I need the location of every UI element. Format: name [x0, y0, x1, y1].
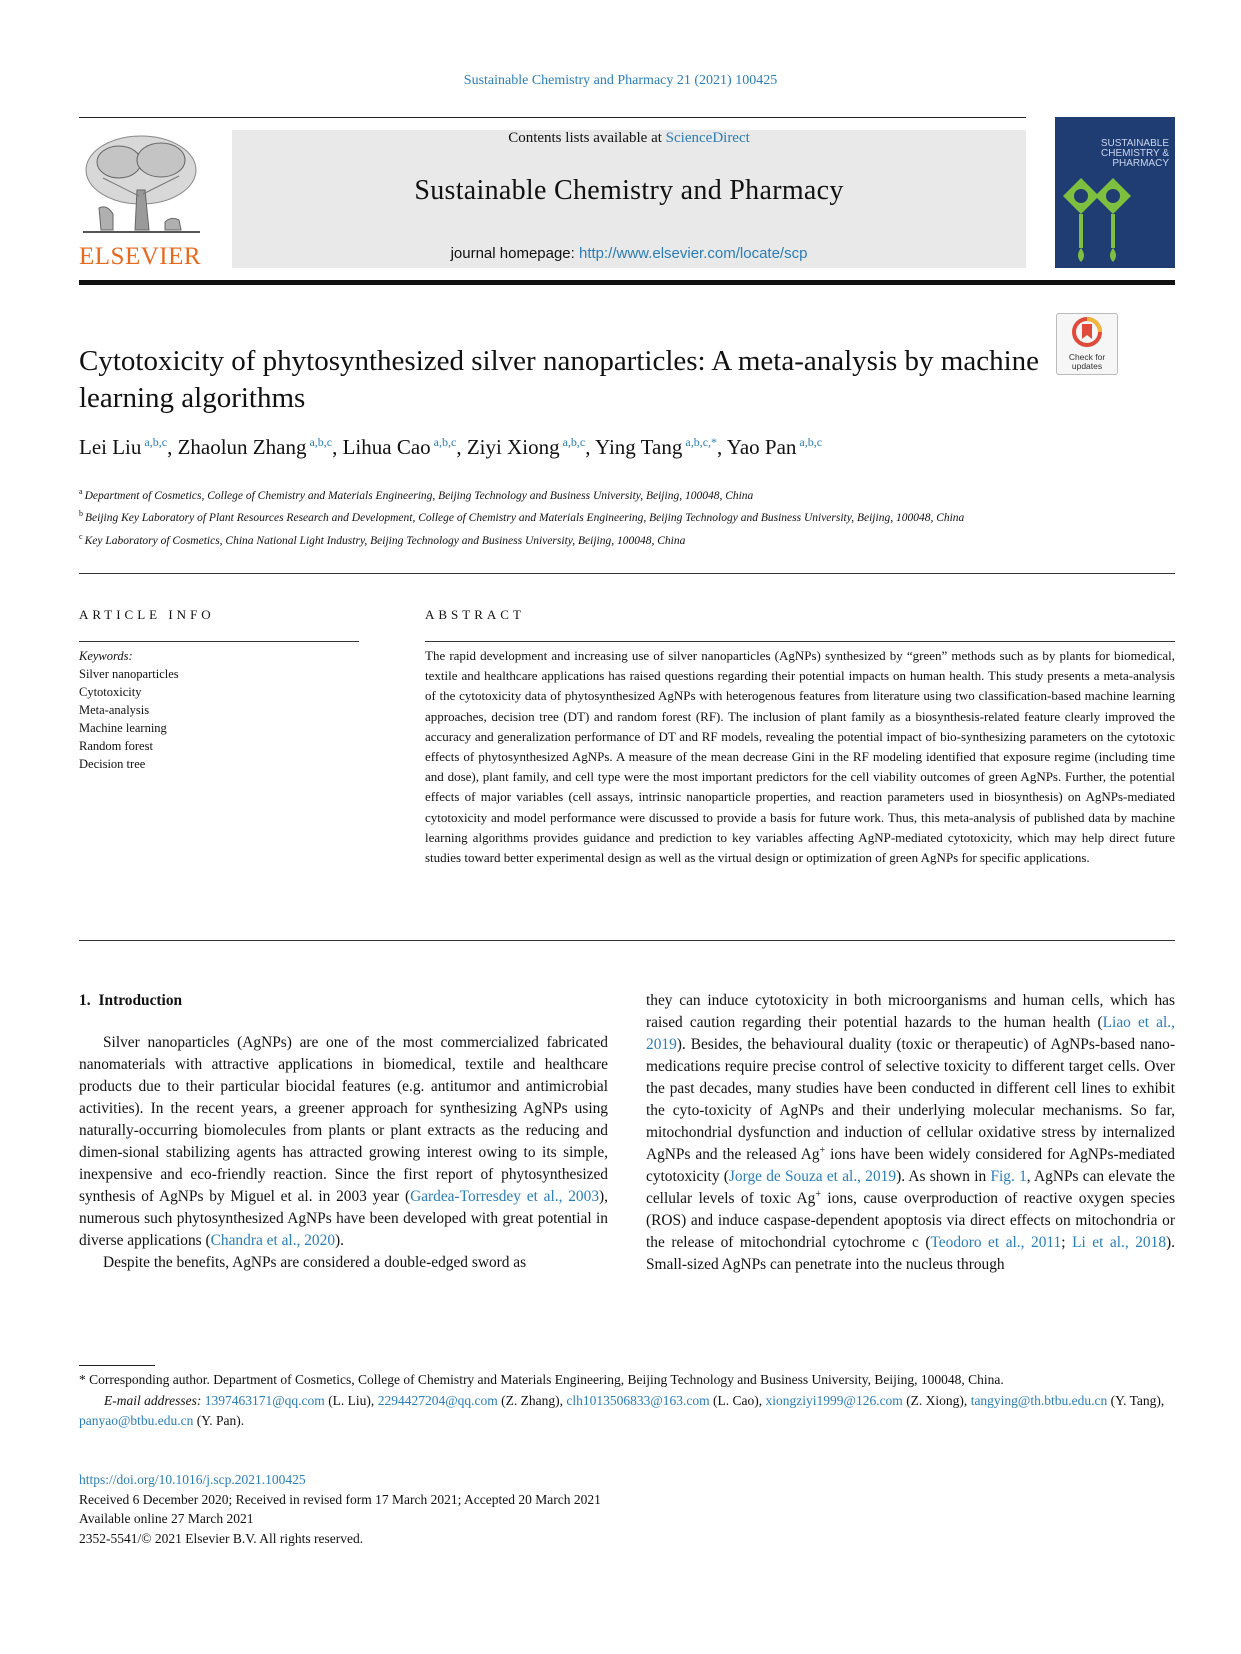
abstract-end-rule [79, 940, 1175, 941]
author-separator: , [456, 435, 467, 459]
affiliation-mark: a [79, 487, 83, 496]
online-date: Available online 27 March 2021 [79, 1511, 254, 1526]
intro-paragraph-2 [79, 1252, 608, 1274]
publication-info [79, 1470, 979, 1548]
journal-cover[interactable] [1055, 117, 1175, 268]
citation-link[interactable]: Chandra et al., 2020 [210, 1232, 336, 1249]
cover-title: SUSTAINABLE CHEMISTRY & PHARMACY [1100, 138, 1169, 169]
check-for-updates-badge[interactable] [1056, 313, 1118, 375]
figure-link[interactable]: Fig. 1 [990, 1168, 1027, 1185]
affiliation-item [79, 528, 1079, 550]
paragraph-text: ; [1061, 1234, 1073, 1251]
email-link[interactable]: tangying@th.btbu.edu.cn [970, 1392, 1108, 1408]
author-separator: , [167, 435, 178, 459]
email-link[interactable]: 1397463171@qq.com [204, 1392, 325, 1408]
cover-leaf-icon [1059, 172, 1139, 264]
author-name[interactable]: Yao Pan [726, 435, 797, 459]
author-name[interactable]: Ying Tang [594, 435, 683, 459]
footnotes [79, 1370, 1175, 1432]
email-owner: (Y. Pan). [193, 1413, 245, 1428]
paragraph-text: Despite the benefits, AgNPs are considered a double-edged sword as [103, 1254, 527, 1271]
paragraph-text: ). [335, 1232, 344, 1249]
body-left-column [79, 990, 608, 1274]
citation-link[interactable]: Jorge de Souza et al., 2019 [728, 1168, 897, 1185]
contents-line [232, 130, 1026, 147]
bookmark-badge-icon [1072, 317, 1102, 347]
keyword-item: Cytotoxicity [79, 685, 142, 699]
affiliation-text: Key Laboratory of Cosmetics, China National Light Industry, Beijing Technology and Business University, Beijing, 100048, China [84, 534, 686, 547]
check-label-line2: updates [1071, 361, 1103, 371]
sciencedirect-link[interactable]: ScienceDirect [665, 130, 750, 146]
affiliation-item [79, 505, 1079, 527]
keyword-item: Random forest [79, 739, 153, 753]
paragraph-text: , AgNPs can elevate the cellular levels of toxic Ag [646, 1168, 1176, 1207]
author-name[interactable]: Ziyi Xiong [466, 435, 560, 459]
abstract-heading: ABSTRACT [425, 607, 525, 622]
header-divider [79, 573, 1175, 574]
paragraph-text: ions have been widely considered for AgNPs-mediated cytotoxicity ( [646, 1146, 1175, 1185]
paragraph-text: ). Besides, the behavioural duality (toxic or therapeutic) of AgNPs-based nano-medications require precise control of selective toxicity to different target cells. Over the past decades, many studies have been conducted in different cell lines to exhibit the cyto-toxicity of AgNPs and their underlying molecular mechanisms. So far, mitochondrial dysfunction and induction of cellular oxidative stress by internalized AgNPs and the released Ag [646, 1036, 1175, 1163]
email-addresses [79, 1391, 1175, 1432]
affiliation-text: Beijing Key Laboratory of Plant Resources Research and Development, College of Chemistry and Materials Engineering, Beijing Technology and Business University, Beijing, 100048, China [85, 512, 965, 525]
paragraph-text: they can induce cytotoxicity in both microorganisms and human cells, which has raised caution regarding their potential hazards to the human health ( [646, 992, 1175, 1031]
received-dates: Received 6 December 2020; Received in revised form 17 March 2021; Accepted 20 March 2021 [79, 1491, 601, 1507]
header-rule [79, 117, 1026, 118]
elsevier-wordmark: ELSEVIER [79, 243, 202, 270]
author-affil-marks[interactable]: a,b,c [799, 435, 823, 449]
email-owner: (L. Liu), [324, 1392, 378, 1408]
intro-paragraph-2-cont [646, 990, 1175, 1276]
email-link[interactable]: panyao@btbu.edu.cn [79, 1413, 194, 1428]
author-name[interactable]: Lei Liu [79, 435, 142, 459]
author-name[interactable]: Zhaolun Zhang [177, 435, 307, 459]
copyright-line: 2352-5541/© 2021 Elsevier B.V. All rights reserved. [79, 1530, 364, 1546]
citation-link[interactable]: Li et al., 2018 [1072, 1234, 1167, 1251]
author-affil-marks[interactable]: a,b,c [562, 435, 586, 449]
doi-link[interactable]: https://doi.org/10.1016/j.scp.2021.100425 [79, 1472, 306, 1487]
publisher-logo[interactable] [79, 130, 204, 270]
footnote-rule [79, 1365, 155, 1366]
affiliation-mark: c [79, 531, 83, 541]
paragraph-text: Silver nanoparticles (AgNPs) are one of the most commercialized fabricated nanomaterials with attractive applications in biomedical, textile and healthcare products due to their particular biocidal features (e.g. antitumor and antimicrobial activities). In the recent years, a greener approach for synthesizing AgNPs using naturally-occurring biomolecules from plants or plant extracts as the reducing and dimen-sional stabilizing agents has attracted growing interest owing to its simple, inexpensive and eco-friendly reaction. Since the first report of phytosynthesized synthesis of AgNPs by Miguel et al. in 2003 year ( [79, 1034, 608, 1205]
body-right-column [646, 990, 1175, 1276]
intro-paragraph-1 [79, 1032, 608, 1252]
journal-title: Sustainable Chemistry and Pharmacy [414, 175, 844, 206]
keyword-item: Silver nanoparticles [79, 667, 179, 681]
email-link[interactable]: clh1013506833@163.com [566, 1392, 710, 1408]
citation-link[interactable]: Gardea-Torresdey et al., 2003 [410, 1188, 600, 1205]
corresponding-author-note: * Corresponding author. Department of Cosmetics, College of Chemistry and Materials Engineering, Beijing Technology and Business University, Beijing, 100048, China. [79, 1372, 1004, 1387]
email-label: E-mail addresses: [104, 1392, 202, 1408]
author-affil-marks[interactable]: a,b,c [144, 435, 168, 449]
abstract-text: The rapid development and increasing use of silver nanoparticles (AgNPs) synthesized by “green” methods such as by plants for biomedical, textile and healthcare applications has raised questions regarding their potential impacts on human health. This study presents a meta-analysis of the cytotoxicity data of phytosynthesized AgNPs with heterogenous features from literature using two classification-based machine learning approaches, decision tree (DT) and random forest (RF). The inclusion of plant family as a biosynthesis-related feature clearly improved the accuracy and generalization performance of DT and RF models, revealing the potential impact of bio-synthesizing parameters on the cytotoxic effects of phytosynthesized AgNPs. A measure of the mean decrease Gini in the RF modeling identified that exposure regime (including time and dose), plant family, and cell type were the most important predictors for the cell viability outcomes of green AgNPs. Further, the potential effects of major variables (cell assays, intrinsic nanoparticle properties, and reaction parameters used in biosynthesis) on AgNPs-mediated cytotoxicity and model performance were discussed to provide a basis for future work. Thus, this meta-analysis of published data by machine learning algorithms provides guidance and prediction to key variables affecting AgNP-mediated cytotoxicity, which may help direct future studies toward better experimental design as well as the virtual design or optimization of green AgNPs for specific applications. [425, 648, 1175, 866]
author-affil-marks[interactable]: a,b,c [433, 435, 457, 449]
email-link[interactable]: xiongziyi1999@126.com [765, 1392, 903, 1408]
elsevier-tree-icon [79, 130, 204, 240]
email-link[interactable]: 2294427204@qq.com [377, 1392, 498, 1408]
contents-prefix: Contents lists available at [508, 130, 666, 146]
abstract-rule [425, 641, 1175, 642]
email-owner: (Z. Xiong), [902, 1392, 971, 1408]
paragraph-text: ). Small-sized AgNPs can penetrate into the nucleus through [646, 1234, 1176, 1273]
section-title: Introduction [98, 992, 183, 1009]
keyword-item: Machine learning [79, 721, 167, 735]
journal-masthead [232, 130, 1026, 268]
article-title: Cytotoxicity of phytosynthesized silver nanoparticles: A meta-analysis by machine learning algorithms [79, 345, 1040, 414]
homepage-prefix: journal homepage: [450, 245, 579, 262]
keywords-label: Keywords: [79, 649, 133, 663]
section-heading [79, 990, 608, 1012]
article-info-rule [79, 641, 359, 642]
author-name[interactable]: Lihua Cao [342, 435, 431, 459]
email-owner: (Z. Zhang), [497, 1392, 567, 1408]
author-affil-marks[interactable]: a,b,c [309, 435, 333, 449]
homepage-line [232, 245, 1026, 262]
affiliation-mark: b [79, 509, 83, 519]
citation-link[interactable]: Liao et al., 2019 [646, 1014, 1175, 1053]
section-number: 1. [79, 992, 91, 1009]
keyword-item: Decision tree [79, 757, 146, 771]
author-separator: , [585, 435, 595, 459]
affiliation-item [79, 483, 1079, 505]
email-owner: (Y. Tang), [1107, 1392, 1165, 1408]
paragraph-text: ), numerous such phytosynthesized AgNPs have been developed with great potential in diverse applications ( [79, 1188, 608, 1249]
affiliation-text: Department of Cosmetics, College of Chemistry and Materials Engineering, Beijing Technology and Business University, Beijing, 100048, China [84, 489, 754, 502]
superscript: + [815, 1189, 821, 1200]
author-separator: , [717, 435, 727, 459]
author-separator: , [332, 435, 343, 459]
check-for-updates-label [1057, 353, 1117, 371]
citation-link[interactable]: Teodoro et al., 2011 [930, 1234, 1062, 1251]
keywords-block [79, 647, 179, 773]
superscript: + [819, 1145, 826, 1156]
keyword-item: Meta-analysis [79, 703, 150, 717]
article-info-heading: ARTICLE INFO [79, 607, 215, 622]
check-label-line1: Check for [1068, 352, 1106, 362]
paragraph-text: ions, cause overproduction of reactive oxygen species (ROS) and induce caspase-dependent apoptosis via direct effects on mitochondria or the release of mitochondrial cytochrome c ( [646, 1190, 1175, 1251]
author-affil-marks[interactable]: a,b,c,* [685, 435, 718, 449]
journal-reference[interactable]: Sustainable Chemistry and Pharmacy 21 (2021) 100425 [463, 73, 778, 88]
author-list [79, 435, 1179, 460]
affiliations [79, 483, 1079, 550]
paragraph-text: ). As shown in [896, 1168, 991, 1185]
email-owner: (L. Cao), [709, 1392, 766, 1408]
masthead-thick-rule [79, 280, 1175, 285]
homepage-link[interactable]: http://www.elsevier.com/locate/scp [579, 245, 808, 262]
